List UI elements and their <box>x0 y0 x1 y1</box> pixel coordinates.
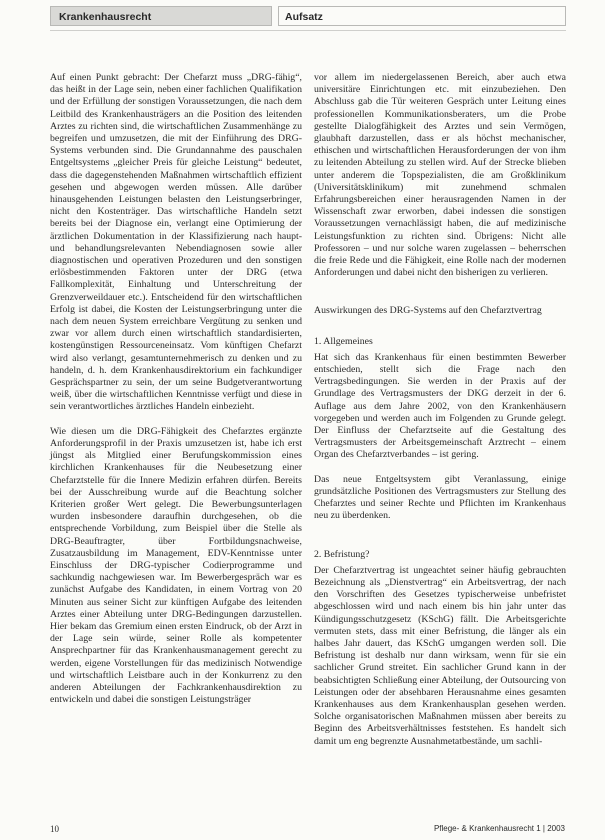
paragraph: Der Chefarztvertrag ist ungeachtet seiner häufig gebrauchten Bezeichnung als „Dienstvertrag“ ein Arbeitsvertrag, der nach den Vorschriften des Gesetzes typischerweise unbefristet abgeschlossen wird und nach einem bis hin jahr unter das Kündigungsschutzgesetz (KSchG) fällt. Die Arbeitsgerichte vermuten stets, dass mit einer Befristung, die länger als ein halbes Jahr dauert, das KSchG umgangen werden soll. Die Befristung ist deshalb nur dann wirksam, wenn für sie ein sachlicher Grund streitet. Ein sachlicher Grund kann in der beabsichtigten Schließung einer Abteilung, der Outsourcing von Leistungen oder der absehbaren Herausnahme eines gesamten Krankenhauses aus dem Krankenhausplan gesehen werden. Solche organisatorischen Maßnahmen müssen aber bereits zu Beginn des Arbeitsverhältnisses feststehen. Es handelt sich damit um eng begrenzte Ausnahmetatbestände, um sachli- <box>314 564 566 747</box>
right-column <box>314 72 566 760</box>
paragraph: Auf einen Punkt gebracht: Der Chefarzt muss „DRG-fähig“, das heißt in der Lage sein, neben einer fachlichen Qualifikation und der Erfüllung der sonstigen Voraussetzungen, die nach dem Leitbild des Krankenhausträgers an die Position des leitenden Arztes zu richten sind, die wirtschaftlichen Zusammenhänge zu begreifen und umzusetzen, die mit der Einführung des DRG-Systems verbunden sind. Die Grundannahme des pauschalen Entgeltsystems „gleicher Preis für gleiche Leistung“ bedeutet, dass die dagegenstehenden Maßnahmen wirtschaftlich effizient gesehen und abgewogen werden müssen. Alle darüber hinausgehenden Leistungen belasten den Leistungserbringer, nicht den Kostenträger. Das wirtschaftliche Handeln setzt bereits bei der Diagnose ein, verlangt eine Optimierung der ärztlichen Dokumentation in der Klassifizierung nach haupt- und behandlungsrelevanten Nebendiagnosen sowie aller diagnostischen und operativen Prozeduren und den sonstigen erlösbestimmenden Faktoren unter der DRG (etwa Fallkomplexität, Einhaltung und Unterschreitung der Grenzverweildauer etc.). Entscheidend für den wirtschaftlichen Erfolg ist dabei, die Kosten der Leistungserbringung unter die nach dem neuen System erreichbare Vergütung zu senken und zwar vor allem durch einen wirtschaftlich standardisierten, kostengünstigen Ressourceneinsatz. Vom künftigen Chefarzt wird also verlangt, gesamtunternehmerisch zu denken und zu handeln, d. h. dem Krankenhausdirektorium ein fachkundiger Gesprächspartner zu sein, der um seine Budgetverantwortung weiß, über die wirtschaftlichen Kenntnisse verfügt und diese in sein verantwortliches ärztliches Handeln einbezieht. <box>50 72 302 413</box>
section-heading: Auswirkungen des DRG-Systems auf den Chefarztvertrag <box>314 305 542 317</box>
left-column <box>50 72 302 718</box>
subsection-heading: 1. Allgemeines <box>314 335 373 347</box>
paragraph: Wie diesen um die DRG-Fähigkeit des Chefarztes ergänzte Anforderungsprofil in der Praxis umzusetzen ist, habe ich erst jüngst als Mitglied einer Berufungskommission eines kirchlichen Krankenhauses für die Neubesetzung einer Chefarztstelle für die Innere Medizin erfahren dürfen. Bereits bei der Ausschreibung wurde auf die Beachtung solcher Kriterien großer Wert gelegt. Die Bewerbungsunterlagen wurden insbesondere daraufhin durchgesehen, ob die entsprechende Vorbildung, zum Beispiel über die Stelle als DRG-Beauftragter, über Fortbildungsnachweise, Zusatzausbildung im Management, EDV-Kenntnisse unter Einschluss der DRG-typischer Codierprogramme und sachkundig nachgewiesen war. Im Bewerbergespräch war es zunächst Aufgabe des Kandidaten, in einem Vortrag von 20 Minuten aus seiner Sicht zur künftigen Aufgabe des leitenden Arztes einer Abteilung unter DRG-Bedingungen darzustellen. Hier bekam das Gremium einen ersten Eindruck, ob der Arzt in der Lage sein würde, seiner Rolle als kompetenter Ansprechpartner für das Krankenhausmanagement gerecht zu werden, eigene Vorstellungen für das medizinisch Notwendige und wirtschaftlich Leistbare auch in der Konkurrenz zu den anderen Abteilungen der Fachkrankenhausdirektion zu entwickeln und dabei die sonstigen Leistungsträger <box>50 425 302 706</box>
page-header <box>50 6 566 32</box>
section-label: Krankenhausrecht <box>50 6 272 26</box>
category-label: Aufsatz <box>278 6 566 26</box>
paragraph: vor allem im niedergelassenen Bereich, aber auch etwa universitäre Einrichtungen etc. mit einzubeziehen. Den Abschluss gab die Tür weiteren Gespräch unter Leitung eines professionellen Kommunikationsberaters, um die Probe gestellte Dialogfähigkeit des Arztes und sein Vermögen, glaubhaft darzustellen, dass er als höchst mechanischer, ethischen und wirtschaftlichen Herausforderungen der von ihm zu leitenden Abteilung zu stellen wird. Auf der Strecke blieben unter anderem die Topspezialisten, die am Großklinikum (Universitätsklinikum) mit zunehmend schmalen Erfahrungsbereichen einer herausragenden Namen in der Wissenschaft zwar erworben, dabei indessen die sonstigen Voraussetzungen vernachlässigt haben, die auf medizinische Leistungsfunktion zu richten sind. Übrigens: Nicht alle Professoren – und nur solche waren zugelassen – beherrschen die freie Rede und die Fähigkeit, eine Rolle nach der modernen Anforderungen und dabei nicht den bisherigen zu verlieren. <box>314 72 566 279</box>
header-rule <box>50 30 566 31</box>
paragraph: Das neue Entgeltsystem gibt Veranlassung, einige grundsätzliche Positionen des Vertragsmusters zur Stellung des Chefarztes und seiner Rechte und Pflichten im Krankenhaus neu zu überdenken. <box>314 473 566 522</box>
paragraph: Hat sich das Krankenhaus für einen bestimmten Bewerber entschieden, stellt sich die Frage nach den Vertragsbedingungen. Sie werden in der Praxis auf der Grundlage des Vertragsmusters der DKG derzeit in der 6. Auflage aus dem Jahre 2002, von den Krankenhäusern vorgegeben und werden auch im Folgenden zu Grunde gelegt. Der Einfluss der Chefarztseite auf die Gestaltung des Vertragsmusters der Arbeitsgemeinschaft Arztrecht – einem Organ des Chefarztverbandes – ist gering. <box>314 351 566 461</box>
page-number: 10 <box>50 824 59 834</box>
journal-reference: Pflege- & Krankenhausrecht 1 | 2003 <box>433 824 565 833</box>
subsection-heading: 2. Befristung? <box>314 548 370 560</box>
